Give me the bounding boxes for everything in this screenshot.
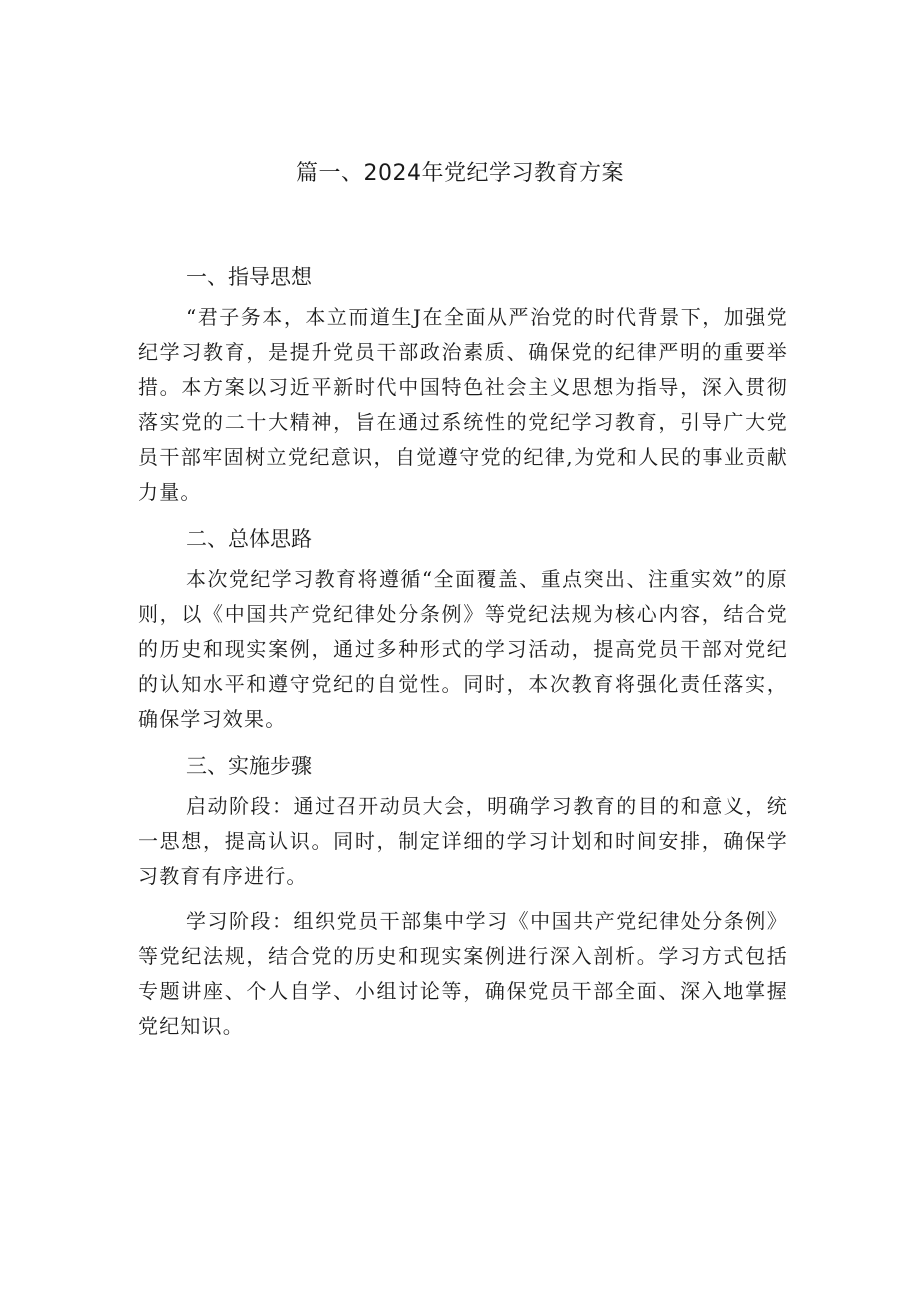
paragraph-overall-approach: 本次党纪学习教育将遵循“全面覆盖、重点突出、注重实效”的原则，以《中国共产党纪律处分条例》等党纪法规为核心内容，结合党的历史和现实案例，通过多种形式的学习活动，提高党员干部对党纪的认知水平和遵守党纪的自觉性。同时，本次教育将强化责任落实，确保学习效果。	[138, 567, 788, 731]
paragraph-study-stage: 学习阶段：组织党员干部集中学习《中国共产党纪律处分条例》等党纪法规，结合党的历史和现实案例进行深入剖析。学习方式包括专题讲座、个人自学、小组讨论等，确保党员干部全面、深入地掌握党纪知识。	[138, 909, 788, 1038]
section-heading-guiding-ideology: 一、指导思想	[186, 265, 312, 289]
paragraph-launch-stage: 启动阶段：通过召开动员大会，明确学习教育的目的和意义，统一思想，提高认识。同时，制定详细的学习计划和时间安排，确保学习教育有序进行。	[138, 794, 788, 888]
section-heading-overall-approach: 二、总体思路	[186, 527, 312, 551]
document-title: 篇一、2024年党纪学习教育方案	[296, 161, 624, 186]
paragraph-guiding-ideology: “君子务本，本立而道生J在全面从严治党的时代背景下，加强党纪学习教育，是提升党员干部政治素质、确保党的纪律严明的重要举措。本方案以习近平新时代中国特色社会主义思想为指导，深入贯彻落实党的二十大精神，旨在通过系统性的党纪学习教育，引导广大党员干部牢固树立党纪意识，自觉遵守党的纪律,为党和人民的事业贡献力量。	[138, 305, 788, 504]
section-heading-implementation-steps: 三、实施步骤	[186, 754, 312, 778]
document-body	[138, 262, 788, 1054]
